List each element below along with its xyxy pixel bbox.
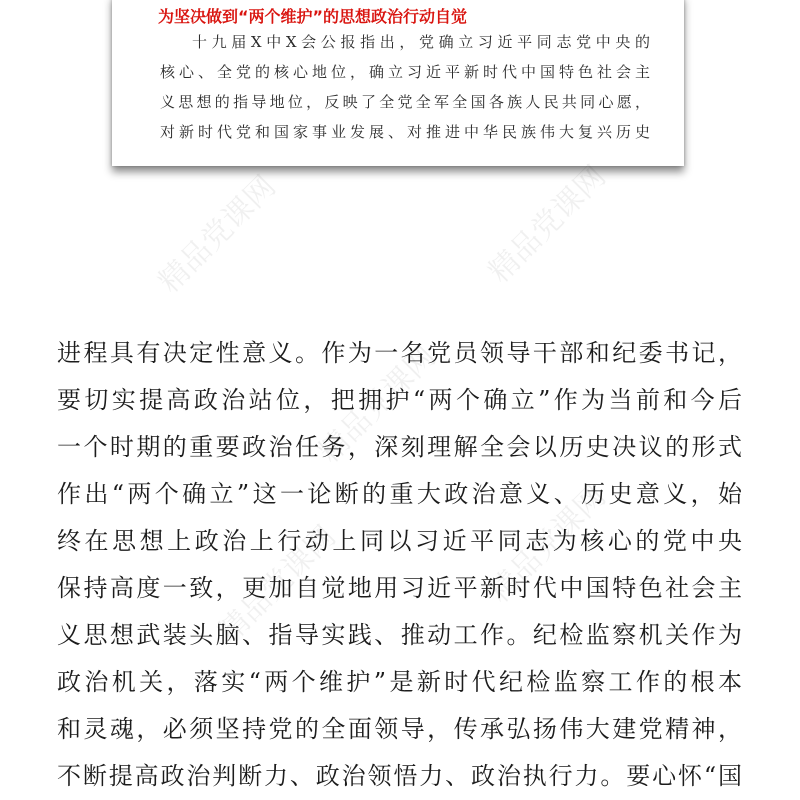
body-line: 不断提高政治判断力、政治领悟力、政治执行力。要心怀“国 (57, 762, 743, 790)
body-line: 义思想武装头脑、指导实践、推动工作。纪检监察机关作为 (57, 621, 743, 649)
excerpt-line: 对新时代党和国家事业发展、对推进中华民族伟大复兴历史 (160, 123, 650, 141)
body-line: 一个时期的重要政治任务，深刻理解全会以历史决议的形式 (57, 433, 743, 461)
watermark: 精品党课网 (482, 159, 613, 290)
body-line: 进程具有决定性意义。作为一名党员领导干部和纪委书记， (57, 339, 743, 367)
body-line: 政治机关，落实“两个维护”是新时代纪检监察工作的根本 (57, 668, 743, 696)
body-line: 保持高度一致，更加自觉地用习近平新时代中国特色社会主 (57, 574, 743, 602)
excerpt-line: 十九届X中X会公报指出，党确立习近平同志党中央的 (192, 33, 650, 51)
body-line: 要切实提高政治站位，把拥护“两个确立”作为当前和今后 (57, 386, 743, 414)
excerpt-heading: 为坚决做到“两个维护”的思想政治行动自觉 (158, 7, 468, 26)
excerpt-line: 义思想的指导地位，反映了全党全军全国各族人民共同心愿， (160, 93, 650, 111)
watermark: 精品党课网 (212, 519, 343, 650)
watermark: 精品党课网 (152, 169, 283, 300)
excerpt-line: 核心、全党的核心地位，确立习近平新时代中国特色社会主 (160, 63, 650, 81)
body-line: 终在思想上政治上行动上同以习近平同志为核心的党中央 (57, 527, 743, 555)
excerpt-card (112, 0, 684, 166)
body-line: 作出“两个确立”这一论断的重大政治意义、历史意义，始 (57, 480, 743, 508)
watermark: 精品党课网 (312, 339, 443, 470)
watermark: 精品党课网 (482, 479, 613, 610)
body-line: 和灵魂，必须坚持党的全面领导，传承弘扬伟大建党精神， (57, 715, 743, 743)
